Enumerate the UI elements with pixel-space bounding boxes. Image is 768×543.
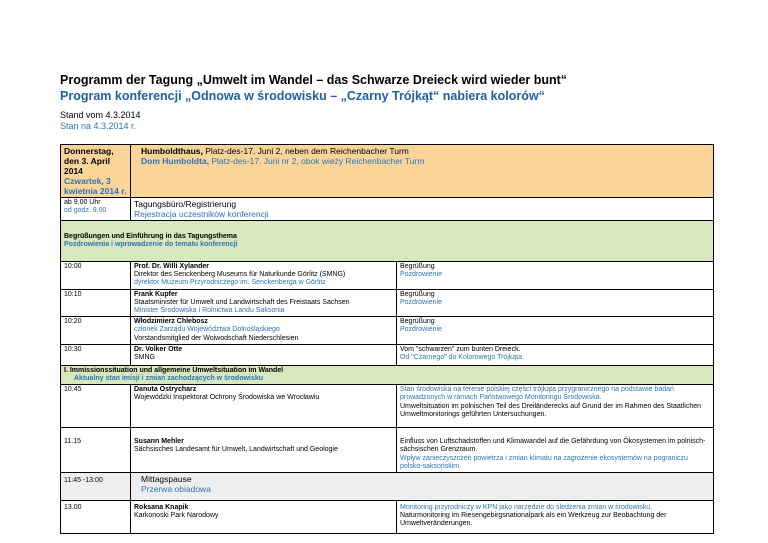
topic-polish: Od "Czarnego" do Kolorowego Trójkąta. <box>400 354 525 362</box>
topic-german: Begrüßung <box>400 290 435 298</box>
section-2-title <box>61 365 714 384</box>
speaker-cell <box>131 385 397 428</box>
section-2-title-german: I. Immissionssituation und allgemeine Umweltsituation im Wandel <box>64 366 284 374</box>
speaker-cell <box>131 289 397 317</box>
speaker-role-german: Direktor des Senckenberg Museums für Naturkunde Görlitz (SMNG) <box>134 271 346 279</box>
table-row <box>61 344 714 365</box>
title-german: Programm der Tagung „Umwelt im Wandel – das Schwarze Dreieck wird wieder bunt“ <box>60 73 568 87</box>
time-cell: 10:00 <box>61 262 131 290</box>
speaker-name: Roksana Knapik <box>134 504 189 512</box>
speaker-cell <box>131 344 397 365</box>
registration-time-polish: od godz. 9.00 <box>64 207 107 215</box>
time-cell: 11:45 -13:00 <box>61 473 131 501</box>
topic-german: Vom "schwarzen" zum bunten Dreieck. <box>400 345 521 353</box>
topic-german: Begrüßung <box>400 263 435 270</box>
speaker-role-polish: dyrektor Muzeum Przyrodniczego im. Senckenberga w Görlitz <box>134 279 326 287</box>
topic-cell <box>397 385 714 428</box>
table-row <box>61 262 714 290</box>
registration-time-german: ab 9.00 Uhr <box>64 199 101 206</box>
lunch-break-polish: Przerwa obiadowa <box>141 484 211 495</box>
venue-polish: Platz-des-17. Juni nr 2, obok wieży Reichenbacher Turm <box>209 156 425 166</box>
time-cell: 10:30 <box>61 344 131 365</box>
speaker-role-german: Staatsminister für Umwelt und Landwirtschaft des Freistaats Sachsen <box>134 298 350 306</box>
topic-polish: Wpływ zanieczyszczeń powietrza i zmian klimatu na zagrożenie ekosystemów na pograniczu polsko-saksońskim. <box>400 454 688 470</box>
speaker-affiliation: Sächsisches Landesamt für Umwelt, Landwirtschaft und Geologie <box>134 446 338 454</box>
topic-cell <box>397 262 714 290</box>
lunch-break-german: Mittagspause <box>141 474 192 485</box>
venue-cell <box>131 145 714 198</box>
time-cell: 10:10 <box>61 289 131 317</box>
time-cell: 10.45 <box>61 385 131 428</box>
section-1-title-german: Begrüßungen und Einführung in das Tagungsthema <box>64 233 237 240</box>
section-1-title <box>61 221 714 262</box>
topic-cell <box>397 428 714 473</box>
speaker-affiliation: Karkonoski Park Narodowy <box>134 512 219 520</box>
lunch-break-label <box>131 473 714 501</box>
table-row <box>61 428 714 473</box>
speaker-name: Danuta Ostrycharz <box>134 386 197 394</box>
speaker-name: Frank Kupfer <box>134 290 178 298</box>
venue-polish-name: Dom Humboldta, <box>141 156 209 166</box>
registration-label-german: Tagungsbüro/Registrierung <box>134 199 237 209</box>
section-1-title-polish: Pozdrowienia i wprowadzenie do tematu konferencji <box>64 241 238 249</box>
registration-row <box>61 198 714 221</box>
speaker-cell <box>131 317 397 345</box>
date-german: Donnerstag, den 3. April 2014 <box>64 146 114 176</box>
topic-polish: Monitoring przyrodniczy w KPN jako narzędzie do śledzenia zmian w środowisku. <box>400 504 653 512</box>
topic-german: Begrüßung <box>400 318 435 326</box>
stand-date-polish: Stan na 4.3.2014 r. <box>60 121 137 131</box>
lunch-break-row <box>61 473 714 501</box>
speaker-role-polish: Vorstandsmitglied der Woiwodschaft Niederschlesien <box>134 334 299 342</box>
table-row <box>61 317 714 345</box>
section-2-header <box>61 365 714 384</box>
topic-polish: Stan środowiska na terenie polskiej części trójkąta przygranicznego na podstawie badań prowadzonych w ramach Państwowego Monitoringu Środowiska. <box>400 386 674 402</box>
time-cell: 11.15 <box>61 428 131 473</box>
venue-german: Platz-des-17. Juni 2, neben dem Reichenbacher Turm <box>202 146 409 156</box>
registration-time <box>61 198 131 221</box>
table-row <box>61 289 714 317</box>
time-cell: 13.00 <box>61 501 131 534</box>
stand-date-german: Stand vom 4.3.2014 <box>60 110 141 120</box>
speaker-cell <box>131 262 397 290</box>
topic-cell <box>397 289 714 317</box>
speaker-cell <box>131 428 397 473</box>
speaker-name: Susann Mehler <box>134 438 184 446</box>
time-cell: 10:20 <box>61 317 131 345</box>
registration-label <box>131 198 714 221</box>
speaker-name: Włodzimierz Chlebosz <box>134 318 208 326</box>
topic-german: Einfluss von Luftschadstoffen und Klimawandel auf die Gefährdung von Ökosystemen im polnisch-sächsischen Grenzraum. <box>400 438 706 454</box>
topic-polish: Pozdrowienie <box>400 326 443 334</box>
topic-cell <box>397 344 714 365</box>
table-row <box>61 385 714 428</box>
speaker-affiliation: SMNG <box>134 354 155 362</box>
topic-cell <box>397 317 714 345</box>
section-1-header <box>61 221 714 262</box>
topic-german: Umweltsituation im polnischen Teil des Dreiländerecks auf Grund der im Rahmen des Staatlichen Umweltmonitorings geführten Untersuchungen. <box>400 402 702 418</box>
speaker-name: Dr. Volker Otte <box>134 345 183 353</box>
date-polish: Czwartek, 3 kwietnia 2014 r. <box>64 176 127 196</box>
speaker-role-polish: Minister Środowiska i Rolnictwa Landu Saksonia <box>134 307 285 315</box>
section-2-title-polish: Aktualny stan imisji i zmian zachodzących w środowisku <box>74 375 264 383</box>
table-row <box>61 501 714 534</box>
topic-polish: Pozdrowienie <box>400 298 443 306</box>
speaker-cell <box>131 501 397 534</box>
registration-label-polish: Rejestracja uczestników konferencji <box>134 209 269 219</box>
header-row <box>61 145 714 198</box>
speaker-name: Prof. Dr. Willi Xylander <box>134 263 210 270</box>
speaker-role-german: członek Zarządu Województwa Dolnośląskiego <box>134 326 280 334</box>
topic-cell <box>397 501 714 534</box>
date-cell <box>61 145 131 198</box>
topic-polish: Pozdrowienie <box>400 271 443 279</box>
venue-german-name: Humboldthaus, <box>141 146 203 156</box>
title-polish: Program konferencji „Odnowa w środowisku – „Czarny Trójkąt“ nabiera kolorów“ <box>60 89 545 103</box>
program-table <box>60 144 714 534</box>
topic-german: Naturmonitoring im Riesengebirgsnationalpark als ein Werkzeug zur Beobachtung der Umweltveränderungen. <box>400 512 667 528</box>
speaker-affiliation: Wojewódzki Inspektorat Ochrony Środowiska we Wrocławiu <box>134 394 320 402</box>
